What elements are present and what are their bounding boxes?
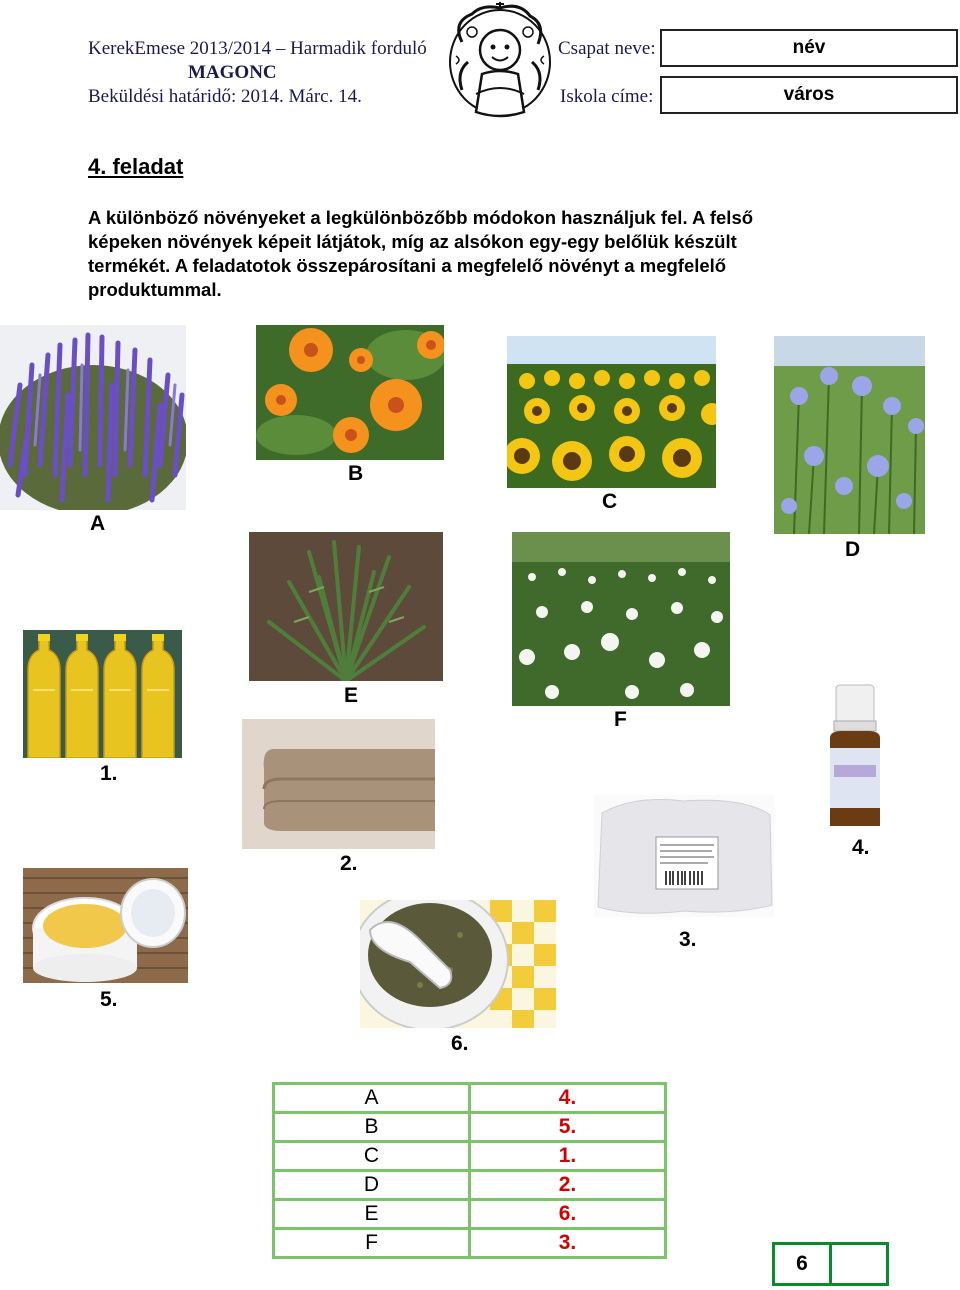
lavender-photo [0,325,186,510]
ointment-jar-photo [23,868,188,983]
school-address-label: Iskola címe: [560,86,654,107]
product-label-4: 4. [852,836,870,859]
plant-label-b: B [348,462,364,485]
calendula-photo [256,325,444,460]
answer-plant-cell: F [274,1229,470,1258]
instruction-line: képeken növények képeit látjátok, míg az alsókon egy-egy belőlük készült [88,231,737,252]
instruction-line: produktummal. [88,279,222,300]
answer-product-cell[interactable]: 4. [470,1084,666,1113]
answer-plant-cell: E [274,1200,470,1229]
table-row [774,1244,888,1285]
competition-round: KerekEmese 2013/2014 – Harmadik forduló [88,38,427,59]
answer-plant-cell: C [274,1142,470,1171]
flax-photo [774,336,925,534]
product-label-6: 6. [451,1032,469,1055]
school-address-field[interactable]: város [660,76,958,114]
answer-plant-cell: A [274,1084,470,1113]
plant-label-f: F [614,708,627,731]
answer-product-cell[interactable]: 6. [470,1200,666,1229]
answer-plant-cell: D [274,1171,470,1200]
table-row [274,1142,666,1171]
answer-product-cell[interactable]: 2. [470,1171,666,1200]
lavender-oil-bottle-photo [822,683,888,828]
plant-label-e: E [344,684,359,707]
table-row [274,1229,666,1258]
table-row [274,1171,666,1200]
oil-bottles-photo [23,630,182,758]
flour-bag-photo [594,795,774,917]
answer-plant-cell: B [274,1113,470,1142]
plant-label-c: C [602,490,618,513]
subject-name: MAGONC [188,62,277,83]
product-label-3: 3. [679,928,697,951]
plant-label-a: A [90,512,106,535]
task-title: 4. feladat [88,154,184,179]
rosemary-photo [249,532,443,681]
product-label-2: 2. [340,852,358,875]
answer-product-cell[interactable]: 1. [470,1142,666,1171]
table-row [274,1084,666,1113]
mascot-logo [442,2,558,128]
instruction-line: A különböző növényeket a legkülönbözőbb módokon használjuk fel. A felső [88,207,754,228]
answer-product-cell[interactable]: 3. [470,1229,666,1258]
answer-table [272,1082,667,1259]
table-row [274,1200,666,1229]
table-row [274,1113,666,1142]
mortar-herbs-photo [360,900,556,1028]
task-instructions [88,206,848,302]
score-empty-cell[interactable] [831,1244,888,1285]
score-value: 6 [774,1244,831,1285]
sunflower-photo [507,336,716,488]
plant-label-d: D [845,538,861,561]
deadline: Beküldési határidő: 2014. Márc. 14. [88,86,362,107]
score-box [772,1242,889,1286]
linen-cloth-photo [242,719,435,849]
answer-product-cell[interactable]: 5. [470,1113,666,1142]
potato-field-photo [512,532,730,706]
instruction-line: termékét. A feladatotok összepárosítani a megfelelő növényt a megfelelő [88,255,727,276]
product-label-1: 1. [100,762,118,785]
team-name-field[interactable]: név [660,29,958,67]
product-label-5: 5. [100,988,118,1011]
team-name-label: Csapat neve: [558,38,656,59]
